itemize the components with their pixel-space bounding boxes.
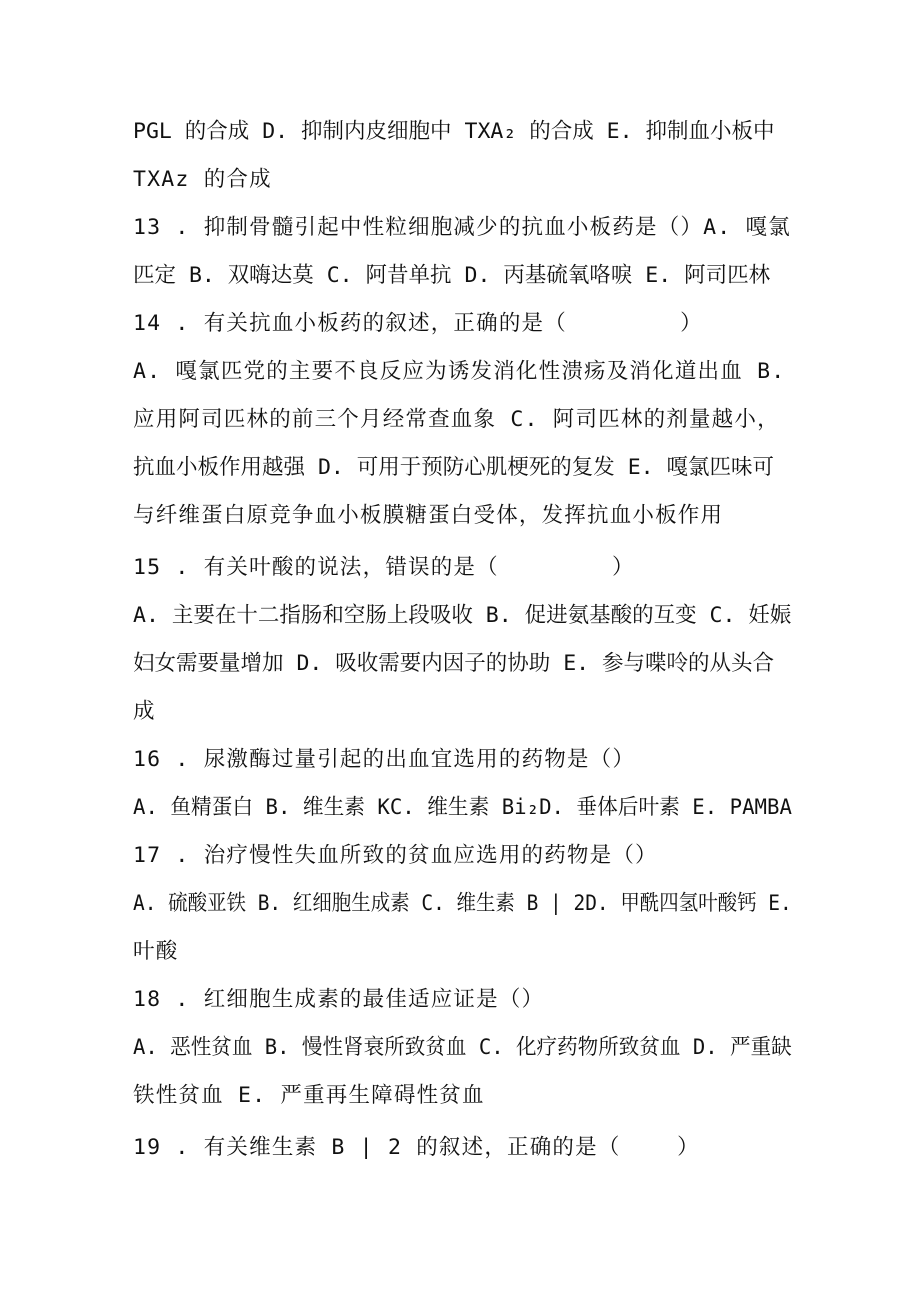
question-14: 14 . 有关抗血小板药的叙述，正确的是（ ） [133, 311, 703, 336]
text-line: 匹定 B. 双嗨达莫 C. 阿昔单抗 D. 丙基硫氧咯唳 E. 阿司匹林 [133, 263, 771, 288]
text-line: 抗血小板作用越强 D. 可用于预防心肌梗死的复发 E. 嘎氯匹味可 [133, 455, 775, 480]
text-line: 妇女需要量增加 D. 吸收需要内因子的协助 E. 参与喋呤的从头合 [133, 651, 775, 676]
question-13: 13 . 抑制骨髓引起中性粒细胞减少的抗血小板药是（）A. 嘎氯 [133, 215, 791, 240]
text-line: 叶酸 [133, 939, 179, 964]
text-line: A. 硫酸亚铁 B. 红细胞生成素 C. 维生素 B | 2D. 甲酰四氢叶酸钙 E. [133, 891, 792, 916]
text-line: PGL 的合成 D. 抑制内皮细胞中 TXA₂ 的合成 E. 抑制血小板中 [133, 119, 775, 144]
text-line: A. 主要在十二指肠和空肠上段吸收 B. 促进氨基酸的互变 C. 妊娠 [133, 603, 792, 628]
text-line: A. 鱼精蛋白 B. 维生素 KC. 维生素 Bi₂D. 垂体后叶素 E. PAMBA [133, 795, 792, 820]
text-line: A. 恶性贫血 B. 慢性肾衰所致贫血 C. 化疗药物所致贫血 D. 严重缺 [133, 1035, 792, 1060]
text-line: 应用阿司匹林的前三个月经常查血象 C. 阿司匹林的剂量越小， [133, 407, 780, 432]
question-19: 19 . 有关维生素 B | 2 的叙述，正确的是（ ） [133, 1135, 700, 1160]
question-18: 18 . 红细胞生成素的最佳适应证是（） [133, 987, 545, 1012]
text-line: 成 [133, 699, 156, 724]
text-line: 与纤维蛋白原竞争血小板膜糖蛋白受体，发挥抗血小板作用 [133, 503, 724, 528]
question-16: 16 . 尿激酶过量引起的出血宜选用的药物是（） [133, 747, 636, 772]
text-line: 铁性贫血 E. 严重再生障碍性贫血 [133, 1083, 485, 1108]
question-17: 17 . 治疗慢性失血所致的贫血应选用的药物是（） [133, 843, 658, 868]
question-15: 15 . 有关叶酸的说法，错误的是（ ） [133, 555, 635, 580]
text-line: A. 嘎氯匹党的主要不良反应为诱发消化性溃疡及消化道出血 B. [133, 359, 786, 384]
text-line: TXAz 的合成 [133, 167, 272, 192]
